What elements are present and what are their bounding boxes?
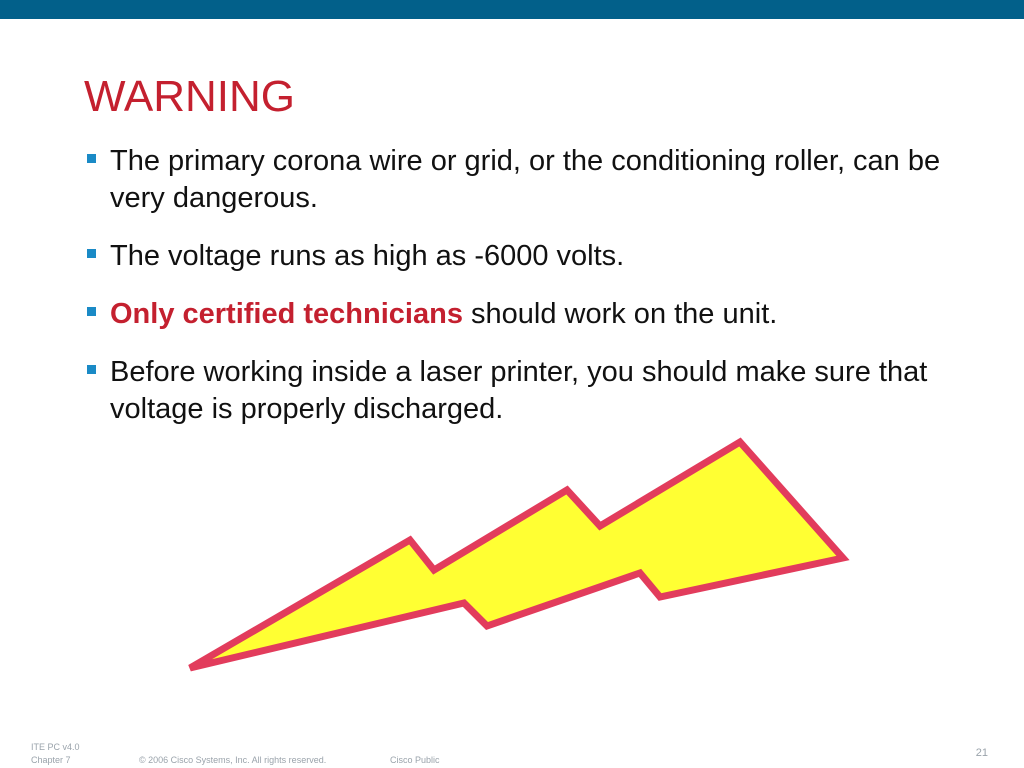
footer-course: ITE PC v4.0 [31,742,80,752]
square-bullet-icon [87,307,96,316]
bullet-item [84,238,964,275]
slide-title: WARNING [84,72,296,121]
header-bar [0,0,1024,19]
bullet-list [84,143,964,449]
footer-chapter: Chapter 7 [31,755,71,765]
bullet-text: should work on the unit. [462,298,778,330]
square-bullet-icon [87,249,96,258]
lightning-bolt-shape [190,442,843,668]
square-bullet-icon [87,365,96,374]
bullet-item [84,143,964,217]
bullet-text: The primary corona wire or grid, or the conditioning roller, can be very dangerous. [110,145,941,214]
bullet-item [84,354,964,428]
footer-classification: Cisco Public [390,755,440,765]
square-bullet-icon [87,154,96,163]
footer-copyright: © 2006 Cisco Systems, Inc. All rights reserved. [139,755,327,765]
bullet-text: Before working inside a laser printer, you should make sure that voltage is properly discharged. [110,356,928,425]
page-number: 21 [975,747,988,759]
bullet-text: The voltage runs as high as -6000 volts. [110,240,625,272]
bullet-emphasis: Only certified technicians [110,298,463,330]
bullet-item [84,296,964,333]
